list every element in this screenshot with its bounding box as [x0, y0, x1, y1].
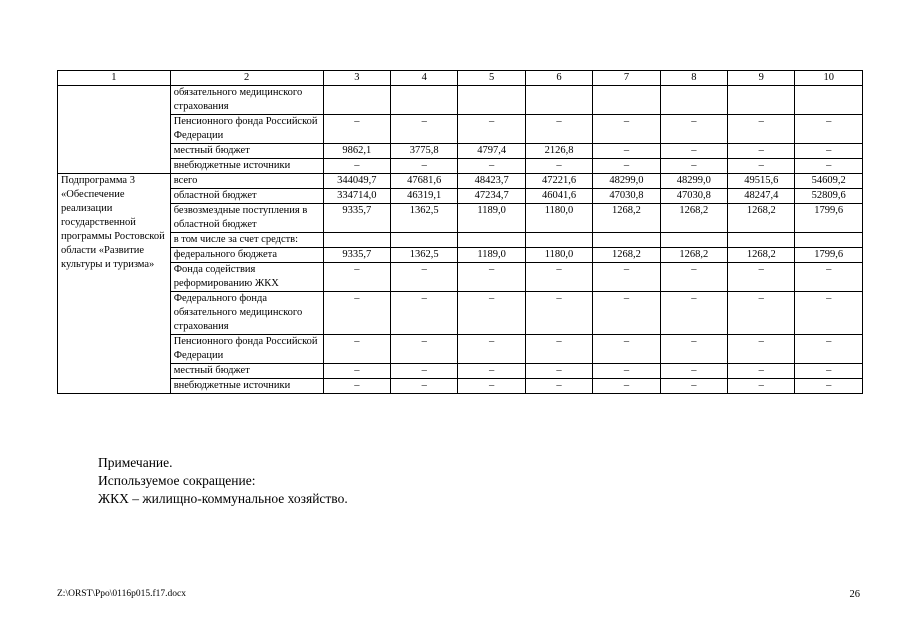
value-cell: 1180,0 — [525, 204, 592, 233]
value-cell: – — [525, 335, 592, 364]
value-cell: – — [525, 263, 592, 292]
value-cell: – — [525, 115, 592, 144]
value-cell — [525, 233, 592, 248]
row-label: внебюджетные источники — [170, 379, 323, 394]
value-cell: – — [728, 364, 795, 379]
value-cell: – — [660, 144, 727, 159]
value-cell: – — [458, 263, 525, 292]
header-cell: 9 — [728, 71, 795, 86]
value-cell — [458, 233, 525, 248]
table-row — [58, 174, 863, 189]
value-cell: 1362,5 — [391, 204, 458, 233]
value-cell: 48423,7 — [458, 174, 525, 189]
empty-program-cell — [58, 86, 171, 174]
value-cell: – — [458, 379, 525, 394]
value-cell: – — [391, 115, 458, 144]
row-label: областной бюджет — [170, 189, 323, 204]
row-label: местный бюджет — [170, 144, 323, 159]
header-cell: 5 — [458, 71, 525, 86]
value-cell: – — [593, 115, 660, 144]
value-cell: – — [728, 144, 795, 159]
value-cell: – — [323, 364, 390, 379]
value-cell: 1268,2 — [660, 248, 727, 263]
value-cell: – — [660, 263, 727, 292]
row-label: Пенсионного фонда Российской Федерации — [170, 335, 323, 364]
value-cell: 52809,6 — [795, 189, 863, 204]
note-block — [98, 454, 348, 508]
table-row — [58, 335, 863, 364]
value-cell: – — [728, 379, 795, 394]
value-cell: 9862,1 — [323, 144, 390, 159]
value-cell: – — [795, 364, 863, 379]
header-cell: 8 — [660, 71, 727, 86]
value-cell: 9335,7 — [323, 248, 390, 263]
table-header-row — [58, 71, 863, 86]
row-label: Федерального фонда обязательного медицинского страхования — [170, 292, 323, 335]
table-row — [58, 292, 863, 335]
value-cell: 54609,2 — [795, 174, 863, 189]
value-cell: – — [728, 292, 795, 335]
value-cell — [593, 86, 660, 115]
value-cell: 334714,0 — [323, 189, 390, 204]
value-cell: 1268,2 — [660, 204, 727, 233]
value-cell: 48299,0 — [593, 174, 660, 189]
value-cell: 47030,8 — [593, 189, 660, 204]
value-cell: – — [391, 263, 458, 292]
value-cell: 49515,6 — [728, 174, 795, 189]
value-cell: 3775,8 — [391, 144, 458, 159]
footer-file-path: Z:\ORST\Ppo\0116p015.f17.docx — [57, 589, 186, 599]
row-label: местный бюджет — [170, 364, 323, 379]
value-cell: – — [458, 159, 525, 174]
value-cell: 47234,7 — [458, 189, 525, 204]
value-cell: 1189,0 — [458, 248, 525, 263]
value-cell: – — [593, 292, 660, 335]
row-label: Фонда содействия реформированию ЖКХ — [170, 263, 323, 292]
value-cell: – — [593, 335, 660, 364]
value-cell — [795, 86, 863, 115]
value-cell: 1189,0 — [458, 204, 525, 233]
table-row — [58, 189, 863, 204]
value-cell — [660, 233, 727, 248]
value-cell — [728, 233, 795, 248]
value-cell: 46041,6 — [525, 189, 592, 204]
value-cell: 9335,7 — [323, 204, 390, 233]
value-cell: 344049,7 — [323, 174, 390, 189]
value-cell: – — [323, 292, 390, 335]
value-cell: 47221,6 — [525, 174, 592, 189]
value-cell: – — [458, 115, 525, 144]
header-cell: 2 — [170, 71, 323, 86]
value-cell: – — [391, 335, 458, 364]
table-row — [58, 379, 863, 394]
note-line-2: ЖКХ – жилищно-коммунальное хозяйство. — [98, 491, 348, 506]
value-cell: – — [323, 379, 390, 394]
value-cell: – — [391, 159, 458, 174]
value-cell: – — [593, 379, 660, 394]
value-cell: 48299,0 — [660, 174, 727, 189]
value-cell: – — [525, 379, 592, 394]
value-cell: – — [458, 292, 525, 335]
value-cell: 1180,0 — [525, 248, 592, 263]
table-row — [58, 86, 863, 115]
value-cell: 47030,8 — [660, 189, 727, 204]
value-cell: 4797,4 — [458, 144, 525, 159]
table-row — [58, 263, 863, 292]
value-cell: 2126,8 — [525, 144, 592, 159]
value-cell: 1268,2 — [593, 204, 660, 233]
value-cell: 1268,2 — [593, 248, 660, 263]
header-cell: 6 — [525, 71, 592, 86]
value-cell — [660, 86, 727, 115]
value-cell: – — [728, 263, 795, 292]
value-cell: – — [795, 379, 863, 394]
header-cell: 1 — [58, 71, 171, 86]
value-cell — [391, 86, 458, 115]
value-cell: – — [795, 263, 863, 292]
value-cell: – — [795, 292, 863, 335]
subprogram-cell: Подпрограмма 3 «Обеспечение реализации государственной программы Ростовской области «Развитие культуры и туризма» — [58, 174, 171, 394]
value-cell: – — [391, 292, 458, 335]
value-cell — [458, 86, 525, 115]
value-cell: – — [593, 263, 660, 292]
value-cell: – — [593, 364, 660, 379]
header-cell: 10 — [795, 71, 863, 86]
value-cell: – — [660, 364, 727, 379]
value-cell — [323, 233, 390, 248]
table-row — [58, 233, 863, 248]
value-cell: – — [660, 159, 727, 174]
value-cell: 1268,2 — [728, 248, 795, 263]
value-cell: 1268,2 — [728, 204, 795, 233]
value-cell — [391, 233, 458, 248]
value-cell: – — [795, 335, 863, 364]
note-line-1: Используемое сокращение: — [98, 473, 256, 488]
value-cell: – — [728, 159, 795, 174]
value-cell — [795, 233, 863, 248]
table-row — [58, 115, 863, 144]
value-cell: – — [660, 292, 727, 335]
budget-table — [57, 70, 863, 394]
row-label: внебюджетные источники — [170, 159, 323, 174]
header-cell: 4 — [391, 71, 458, 86]
header-cell: 3 — [323, 71, 390, 86]
table-row — [58, 364, 863, 379]
value-cell: 1799,6 — [795, 248, 863, 263]
value-cell: – — [728, 335, 795, 364]
value-cell: – — [795, 144, 863, 159]
value-cell: – — [391, 364, 458, 379]
row-label: в том числе за счет средств: — [170, 233, 323, 248]
value-cell: – — [593, 144, 660, 159]
value-cell: – — [391, 379, 458, 394]
value-cell: – — [660, 335, 727, 364]
value-cell: – — [795, 115, 863, 144]
value-cell: – — [525, 292, 592, 335]
row-label: всего — [170, 174, 323, 189]
value-cell: – — [660, 115, 727, 144]
value-cell: – — [795, 159, 863, 174]
row-label: безвозмездные поступления в областной бюджет — [170, 204, 323, 233]
table-row — [58, 204, 863, 233]
row-label: федерального бюджета — [170, 248, 323, 263]
value-cell: – — [660, 379, 727, 394]
header-cell: 7 — [593, 71, 660, 86]
value-cell: – — [323, 159, 390, 174]
page-number: 26 — [849, 589, 860, 600]
value-cell: 46319,1 — [391, 189, 458, 204]
value-cell — [593, 233, 660, 248]
value-cell: 48247,4 — [728, 189, 795, 204]
value-cell: 1362,5 — [391, 248, 458, 263]
table-row — [58, 248, 863, 263]
value-cell: – — [323, 335, 390, 364]
value-cell: 1799,6 — [795, 204, 863, 233]
value-cell — [525, 86, 592, 115]
value-cell: – — [323, 115, 390, 144]
value-cell: – — [323, 263, 390, 292]
value-cell: – — [593, 159, 660, 174]
value-cell: – — [458, 364, 525, 379]
value-cell: – — [728, 115, 795, 144]
note-title: Примечание. — [98, 455, 173, 470]
value-cell: – — [458, 335, 525, 364]
value-cell: – — [525, 159, 592, 174]
row-label: Пенсионного фонда Российской Федерации — [170, 115, 323, 144]
value-cell — [323, 86, 390, 115]
row-label: обязательного медицинского страхования — [170, 86, 323, 115]
value-cell: 47681,6 — [391, 174, 458, 189]
table-body — [58, 71, 863, 394]
value-cell — [728, 86, 795, 115]
value-cell: – — [525, 364, 592, 379]
table-row — [58, 159, 863, 174]
table-row — [58, 144, 863, 159]
